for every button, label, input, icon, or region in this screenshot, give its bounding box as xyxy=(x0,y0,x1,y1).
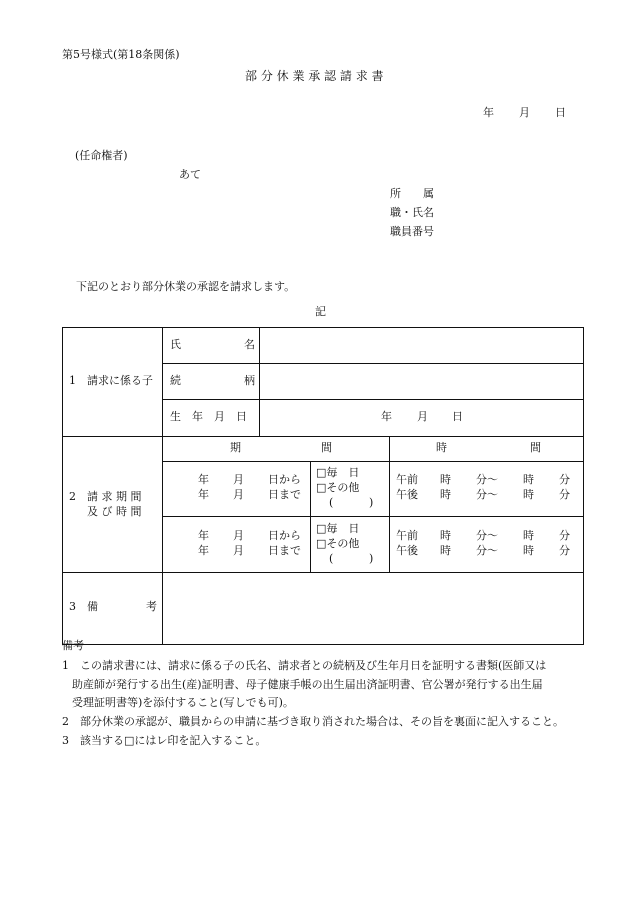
period-date-cell-1[interactable] xyxy=(163,462,311,517)
am-hour-label-2: 時 xyxy=(440,529,451,542)
birthdate-field[interactable] xyxy=(260,400,584,437)
am-hour-label-1: 時 xyxy=(440,473,451,486)
ki-heading: 記 xyxy=(315,305,326,318)
pm-end-min-2: 分 xyxy=(559,544,570,557)
other-checkbox-1[interactable]: □その他 xyxy=(316,481,360,494)
note-item-1: 1 この請求書には、請求に係る子の氏名、請求者との続柄及び生年月日を証明する書類(医師又は xyxy=(62,659,547,672)
am-end-min-1: 分 xyxy=(559,473,570,486)
applicant-position-name-label: 職・氏名 xyxy=(390,206,434,219)
period-from-day-1: 日から xyxy=(268,473,301,486)
birthdate-label: 生 年 月 日 xyxy=(170,410,247,423)
am-end-hour-2: 時 xyxy=(523,529,534,542)
am-end-min-2: 分 xyxy=(559,529,570,542)
section1-label-cell xyxy=(63,328,163,437)
time-header-cell xyxy=(390,437,584,462)
other-paren-open-2: ( xyxy=(329,552,334,565)
period-from-day-2: 日から xyxy=(268,529,301,542)
pm-end-hour-2: 時 xyxy=(523,544,534,557)
section1-label: 1 請求に係る子 xyxy=(69,374,153,387)
pm-label-2: 午後 xyxy=(396,544,418,557)
child-name-label-left: 氏 xyxy=(170,338,181,351)
period-to-year-1: 年 xyxy=(198,488,209,501)
note-item-3: 3 該当する□にはレ印を記入すること。 xyxy=(62,734,267,747)
date-month-label: 月 xyxy=(519,106,530,119)
notes-title: 備考 xyxy=(62,639,84,652)
birth-year-label: 年 xyxy=(381,410,392,423)
date-year-label: 年 xyxy=(483,106,494,119)
birth-month-label: 月 xyxy=(417,410,428,423)
intro-text: 下記のとおり部分休業の承認を請求します。 xyxy=(76,280,296,293)
period-to-day-1: 日まで xyxy=(268,488,301,501)
other-paren-close-2: ) xyxy=(369,552,374,565)
other-checkbox-2[interactable]: □その他 xyxy=(316,537,360,550)
request-form-table xyxy=(62,327,584,645)
relationship-label-left: 続 xyxy=(170,374,181,387)
addressee-ate: あて xyxy=(179,168,201,181)
section3-label-cell xyxy=(63,573,163,645)
period-to-month-2: 月 xyxy=(233,544,244,557)
pm-end-min-1: 分 xyxy=(559,488,570,501)
note-item-2: 2 部分休業の承認が、職員からの申請に基づき取り消された場合は、その旨を裏面に記入すること。 xyxy=(62,715,564,728)
section2-label-cell xyxy=(63,437,163,573)
frequency-cell-1 xyxy=(311,462,390,517)
birth-day-label: 日 xyxy=(452,410,463,423)
period-to-year-2: 年 xyxy=(198,544,209,557)
section2-label-line2: 及 び 時 間 xyxy=(87,505,142,518)
am-label-2: 午前 xyxy=(396,529,418,542)
period-from-month-1: 月 xyxy=(233,473,244,486)
pm-label-1: 午後 xyxy=(396,488,418,501)
period-date-cell-2[interactable] xyxy=(163,517,311,573)
period-from-year-2: 年 xyxy=(198,529,209,542)
form-number: 第5号様式(第18条関係) xyxy=(62,48,180,61)
note-item-1-cont2: 受理証明書等)を添付すること(写しでも可)。 xyxy=(72,696,294,709)
child-name-label-cell xyxy=(163,328,260,364)
other-paren-close-1: ) xyxy=(369,496,374,509)
section3-label: 3 備 xyxy=(69,600,98,613)
pm-min-range-2: 分～ xyxy=(476,544,498,557)
child-name-label-right: 名 xyxy=(244,338,255,351)
page-title: 部 分 休 業 承 認 請 求 書 xyxy=(245,69,384,83)
pm-hour-label-2: 時 xyxy=(440,544,451,557)
am-min-range-1: 分～ xyxy=(476,473,498,486)
time-header-left: 時 xyxy=(436,441,447,454)
period-to-day-2: 日まで xyxy=(268,544,301,557)
daily-checkbox-1[interactable]: □毎 日 xyxy=(316,466,360,479)
frequency-cell-2 xyxy=(311,517,390,573)
period-header-cell xyxy=(163,437,390,462)
pm-end-hour-1: 時 xyxy=(523,488,534,501)
relationship-field[interactable] xyxy=(260,364,584,400)
period-from-year-1: 年 xyxy=(198,473,209,486)
relationship-label-right: 柄 xyxy=(244,374,255,387)
am-end-hour-1: 時 xyxy=(523,473,534,486)
time-header-right: 間 xyxy=(530,441,541,454)
applicant-affiliation-label: 所 属 xyxy=(390,187,434,200)
pm-min-range-1: 分～ xyxy=(476,488,498,501)
time-cell-2[interactable] xyxy=(390,517,584,573)
appointer-label: (任命権者) xyxy=(75,149,128,162)
note-item-1-cont: 助産師が発行する出生(産)証明書、母子健康手帳の出生届出済証明書、官公署が発行する出生届 xyxy=(72,678,543,691)
period-header-left: 期 xyxy=(230,441,241,454)
am-min-range-2: 分～ xyxy=(476,529,498,542)
child-name-field[interactable] xyxy=(260,328,584,364)
other-paren-open-1: ( xyxy=(329,496,334,509)
period-header-right: 間 xyxy=(321,441,332,454)
relationship-label-cell xyxy=(163,364,260,400)
date-day-label: 日 xyxy=(555,106,566,119)
section2-label-line1: 2 請 求 期 間 xyxy=(69,490,142,503)
birthdate-label-cell xyxy=(163,400,260,437)
section3-label-right: 考 xyxy=(146,600,157,613)
remarks-field[interactable] xyxy=(163,573,584,645)
pm-hour-label-1: 時 xyxy=(440,488,451,501)
period-from-month-2: 月 xyxy=(233,529,244,542)
applicant-employee-number-label: 職員番号 xyxy=(390,225,434,238)
time-cell-1[interactable] xyxy=(390,462,584,517)
am-label-1: 午前 xyxy=(396,473,418,486)
daily-checkbox-2[interactable]: □毎 日 xyxy=(316,522,360,535)
period-to-month-1: 月 xyxy=(233,488,244,501)
